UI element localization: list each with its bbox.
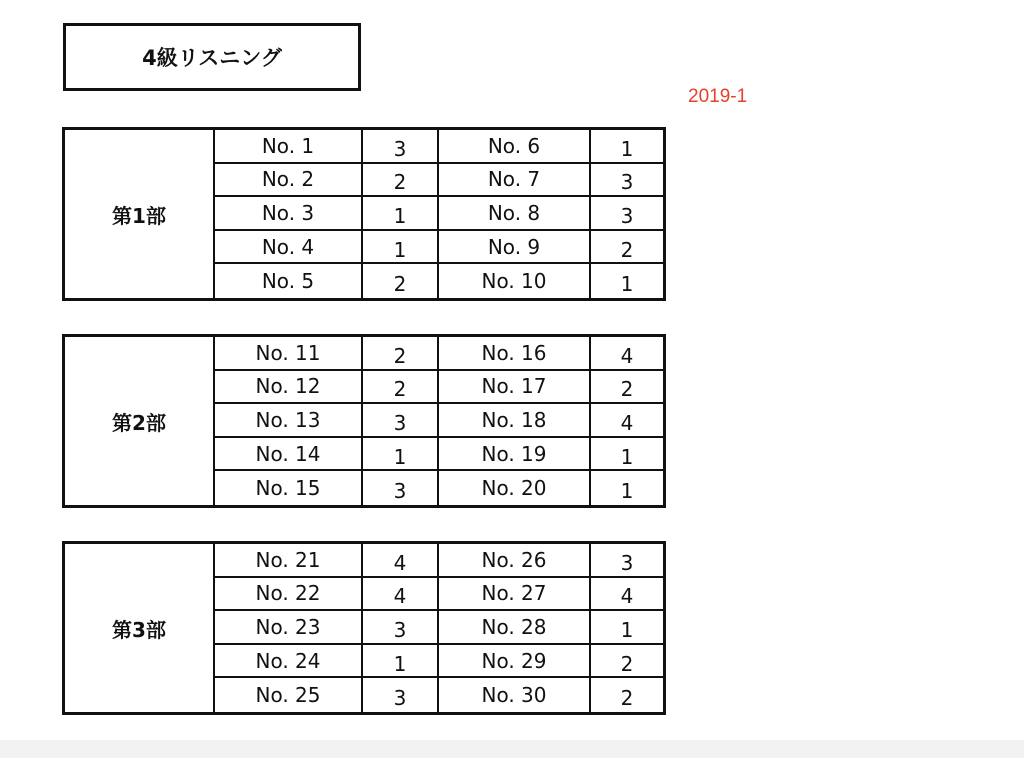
answer-cell: 4 (591, 578, 663, 612)
answer-cell: 2 (363, 337, 439, 371)
answer-cell: 4 (363, 578, 439, 612)
answer-grid (215, 337, 663, 505)
question-number-cell: No. 16 (439, 337, 591, 371)
page-title: 4級リスニング (63, 23, 361, 91)
answer-cell: 3 (363, 611, 439, 645)
question-number-cell: No. 28 (439, 611, 591, 645)
answer-section-3 (62, 541, 666, 715)
answer-cell: 2 (591, 231, 663, 265)
answer-cell: 1 (591, 611, 663, 645)
question-number-cell: No. 21 (215, 544, 363, 578)
answer-cell: 2 (363, 371, 439, 405)
question-number-cell: No. 18 (439, 404, 591, 438)
question-number-cell: No. 23 (215, 611, 363, 645)
question-number-cell: No. 7 (439, 164, 591, 198)
question-number-cell: No. 15 (215, 471, 363, 505)
question-number-cell: No. 29 (439, 645, 591, 679)
answer-cell: 3 (591, 544, 663, 578)
question-number-cell: No. 13 (215, 404, 363, 438)
question-number-cell: No. 10 (439, 264, 591, 298)
question-number-cell: No. 2 (215, 164, 363, 198)
section-label: 第2部 (65, 337, 215, 505)
answer-cell: 1 (363, 645, 439, 679)
answer-cell: 4 (591, 337, 663, 371)
answer-cell: 3 (591, 197, 663, 231)
answer-cell: 1 (363, 438, 439, 472)
question-number-cell: No. 22 (215, 578, 363, 612)
answer-cell: 1 (620, 479, 634, 504)
question-number-cell: No. 8 (439, 197, 591, 231)
answer-grid (215, 130, 663, 298)
question-number-cell: No. 11 (215, 337, 363, 371)
answer-cell: 2 (620, 686, 634, 711)
question-number-cell: No. 1 (215, 130, 363, 164)
question-number-cell: No. 24 (215, 645, 363, 679)
answer-cell: 3 (363, 678, 439, 712)
question-number-cell: No. 12 (215, 371, 363, 405)
answer-cell: 1 (363, 197, 439, 231)
answer-cell: 1 (363, 231, 439, 265)
question-number-cell: No. 6 (439, 130, 591, 164)
answer-cell: 1 (620, 272, 634, 297)
answer-section-1 (62, 127, 666, 301)
question-number-cell: No. 30 (439, 678, 591, 712)
question-number-cell: No. 5 (215, 264, 363, 298)
answer-cell: 3 (363, 471, 439, 505)
answer-grid (215, 544, 663, 712)
answer-cell: 1 (591, 438, 663, 472)
answer-cell: 1 (591, 130, 663, 164)
question-number-cell: No. 3 (215, 197, 363, 231)
section-label: 第3部 (65, 544, 215, 712)
question-number-cell: No. 27 (439, 578, 591, 612)
answer-cell: 3 (363, 404, 439, 438)
answer-cell: 2 (591, 645, 663, 679)
question-number-cell: No. 25 (215, 678, 363, 712)
answer-cell: 4 (591, 404, 663, 438)
section-label: 第1部 (65, 130, 215, 298)
answer-cell: 3 (363, 130, 439, 164)
footer-strip (0, 740, 1024, 758)
question-number-cell: No. 17 (439, 371, 591, 405)
answer-cell: 2 (363, 264, 439, 298)
answer-cell: 2 (591, 371, 663, 405)
question-number-cell: No. 19 (439, 438, 591, 472)
question-number-cell: No. 20 (439, 471, 591, 505)
date-label: 2019-1 (688, 86, 748, 107)
question-number-cell: No. 9 (439, 231, 591, 265)
question-number-cell: No. 4 (215, 231, 363, 265)
answer-cell: 2 (363, 164, 439, 198)
question-number-cell: No. 14 (215, 438, 363, 472)
answer-cell: 4 (363, 544, 439, 578)
answer-cell: 3 (591, 164, 663, 198)
answer-section-2 (62, 334, 666, 508)
question-number-cell: No. 26 (439, 544, 591, 578)
